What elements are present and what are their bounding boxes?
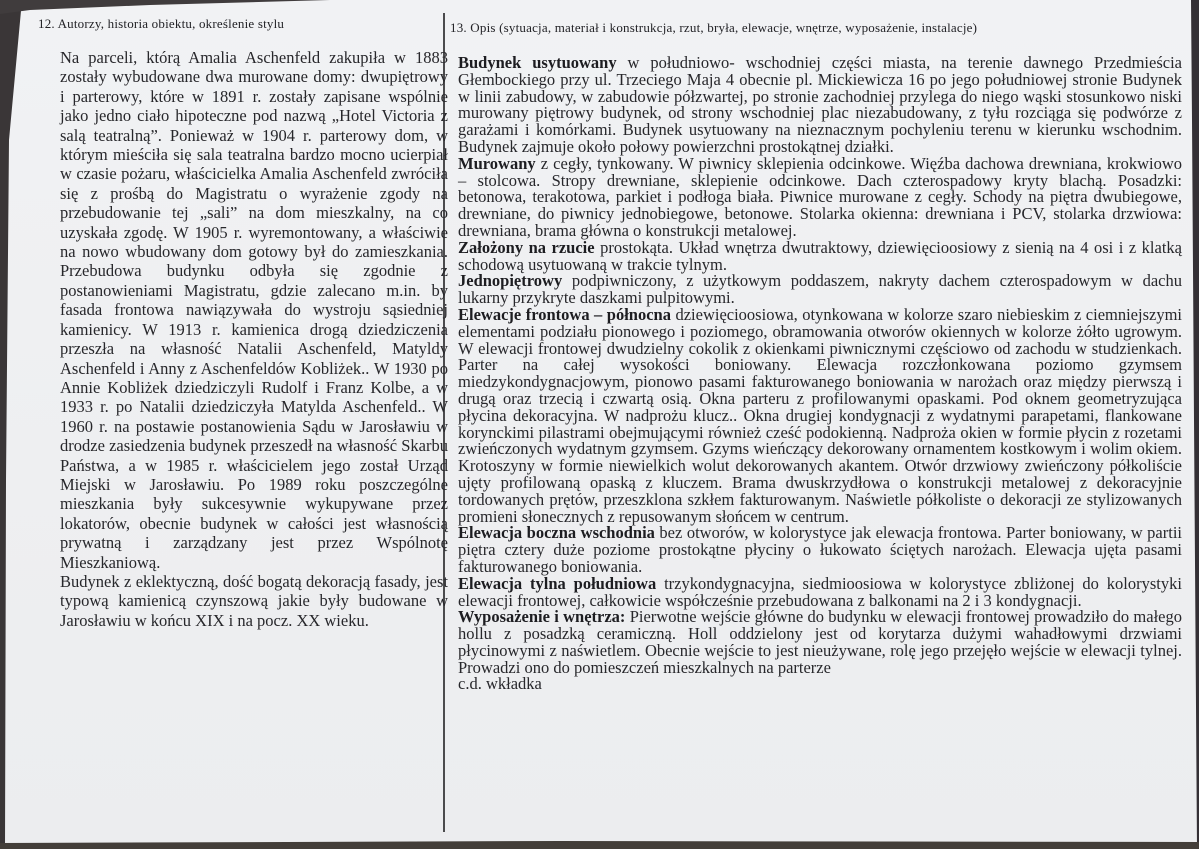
paragraph-lead: Budynek usytuowany [458, 53, 617, 72]
paragraph-text: z cegły, tynkowany. W piwnicy sklepienia odcinkowe. Więźba dachowa drewniana, krokwiowo – stolcowa. Stropy drewniane, sklepienie odcinkowe. Dach czterospadowy kryty blachą. Posadzki: betonowa, terakotowa, parkiet i podłoga biała. Piwnice murowane z cegły. Schody na piętra dwubiegowe, drewniane, do piwnicy jednobiegowe, betonowe. Stolarka okienna: drewniana i PCV, stolarka drzwiowa: drewniana, brama główna o konstrukcji metalowej. [458, 153, 1182, 240]
paragraph-text: bez otworów, w kolorystyce jak elewacja frontowa. Parter boniowany, w partii piętra cztery duże poziome prostokątne płyciny o łukowato ściętych narożach. Elewacja ujęta pasami fakturowanego boniowania. [458, 523, 1182, 576]
paragraph-lead: Jednopiętrowy [458, 271, 563, 291]
paragraph-text: c.d. wkładka [458, 674, 542, 694]
paragraph-lead: Wyposażenie i wnętrza: [458, 607, 626, 627]
paragraph-lead: Elewacja boczna wschodnia [458, 523, 655, 543]
right-column-body [458, 55, 1182, 693]
scan-edge-bottom [0, 841, 1199, 849]
description-paragraph-plan [458, 237, 1182, 274]
description-paragraph-material [458, 153, 1182, 240]
paragraph-text: podpiwniczony, z użytkowym poddaszem, nakryty dachem czterospadowym w dachu lukarny przykryte daszkami pulpitowymi. [458, 271, 1182, 308]
style-paragraph: Budynek z eklektyczną, dość bogatą dekoracją fasady, jest typową kamienicą czynszową jakie były budowane w Jarosławiu w końcu XIX i na pocz. XX wieku. [60, 571, 448, 630]
continuation-note [458, 676, 1182, 693]
scan-edge-right [1191, 0, 1199, 849]
description-paragraph-interior [458, 609, 1182, 676]
paragraph-lead: Elewacje frontowa – północna [458, 304, 671, 324]
description-paragraph-situation [458, 55, 1182, 156]
history-paragraph: Na parceli, którą Amalia Aschenfeld zakupiła w 1883 zostały wybudowane dwa murowane domy: dwupiętrowy i parterowy, które w 1891 r. zostały zapisane wspólnie jako jedno ciało hipoteczne pod nazwą „Hotel Victoria z salą teatralną”. Ponieważ w 1904 r. parterowy dom, w którym mieściła się sala teatralna bardzo mocno ucierpiał w czasie pożaru, właścicielka Amalia Aschenfeld zwróciła się z prośbą do Magistratu o wyrażenie zgody na przebudowanie tej „sali” na dom mieszkalny, na co uzyskała zgodę. W 1905 r. wyremontowany, a właściwie na nowo wbudowany dom gotowy był do zamieszkania. Przebudowa budynku odbyła się zgodnie z postanowieniami Magistratu, gdzie zalecano m.in. by fasada frontowa nawiązywała do wystroju sąsiedniej kamienicy. W 1913 r. kamienica drogą dziedziczenia przeszła na własność Natalii Aschenfeld, Matyldy Aschenfeld i Anny z Aschenfeldów Kobliżek.. W 1930 po Annie Kobliżek dziedziczyli Rudolf i Franz Kolbe, a w 1933 r. po Natalii dziedziczyła Matylda Aschenfeld.. W 1960 r. na postawie postanowienia Sądu w Jarosławiu w drodze zasiedzenia budynek przeszedł na własność Skarbu Państwa, a w 1985 r. właścicielem jego został Urząd Miejski w Jarosławiu. Po 1989 roku poszczególne mieszkania były sukcesywnie wykupywane przez lokatorów, obecnie budynek w całości jest własnością prywatną i zarządzany jest przez Wspólnotę Mieszkaniową. [60, 48, 448, 572]
scan-edge-left [0, 0, 22, 849]
paragraph-text: w południowo- wschodniej części miasta, na terenie dawnego Przedmieścia Głembockiego przy ul. Trzeciego Maja 4 obecnie pl. Mickiewicza 16 po jego południowej stronie Budynek w linii zabudowy, w zabudowie półzwartej, po stronie zachodniej przylega do niego wąski stosunkowo niski murowany piętrowy budynek, od strony wschodniej plac niezabudowany, z tyłu rozciąga się podwórze z garażami i komórkami. Budynek usytuowany na nieznacznym pochyleniu terenu w kierunku wschodnim. Budynek zajmuje około połowy powierzchni prostokątnej działki. [458, 53, 1182, 156]
paragraph-lead: Elewacja tylna południowa [458, 573, 657, 593]
paragraph-text: trzykondygnacyjna, siedmioosiowa w kolorystyce zbliżonej do kolorystyki elewacji frontowej, całkowicie współcześnie przebudowana z balkonami na 2 i 3 kondygnacji. [458, 573, 1182, 610]
scan-edge-top [0, 0, 330, 14]
paragraph-lead: Założony na rzucie [458, 237, 595, 257]
right-column-header: 13. Opis (sytuacja, materiał i konstrukcja, rzut, bryła, elewacje, wnętrze, wyposażenie, instalacje) [450, 20, 978, 35]
paragraph-text: Pierwotne wejście główne do budynku w elewacji frontowej prowadziło do małego hollu z posadzką ceramiczną. Holl oddzielony jest od korytarza dużymi wahadłowymi drzwiami płycinowymi z naświetlem. Obecnie wejście to jest nieużywane, rolę jego przejęło wejście w elewacji tylnej. Prowadzi ono do pomieszczeń mieszkalnych na parterze [458, 607, 1182, 677]
left-column-header: 12. Autorzy, historia obiektu, określenie stylu [38, 16, 285, 31]
paragraph-lead: Murowany [458, 153, 536, 173]
description-paragraph-rear-elevation [458, 573, 1182, 610]
paragraph-text: dziewięcioosiowa, otynkowana w kolorze szaro niebieskim z ciemniejszymi elementami podziału pionowego i poziomego, obramowania otworów okiennych w kolorze żółto ugrowym. W elewacji frontowej dwudzielny cokolik z okienkami piwnicznymi częściowo od zachodu w studzienkach. Parter na całej wysokości boniowany. Elewacja rozczłonkowana poziomo gzymsem miedzykondygnacjowym, pionowo pasami fakturowanego boniowania w narożach oraz między pierwszą i drugą oraz trzecią i czwartą osią. Okna parteru z profilowanymi opaskami. Pod oknem geometryzująca płycina dekoracyjna. W nadprożu klucz.. Okna drugiej kondygnacji z wydatnymi parapetami, flankowane korynckimi pilastrami obejmującymi również cześć podokienną. Nadproża okien w formie płycin z rozetami zwieńczonych wydatnym gzymsem. Gzyms wieńczący dekorowany ornamentem kostkowym i wolim okiem. Krotoszyny w formie niewielkich wolut dekorowanych akantem. Otwór drzwiowy zwieńczony półkoliście ujęty profilowaną opaską z kluczem. Brama dwuskrzydłowa o konstrukcji metalowej z dekoracyjnie tordowanych prętów, przeszklona szkłem fakturowanym. Naświetle półkoliste o dekoracji ze stylizowanych promieni słonecznych z repusowanym słońcem w centrum. [458, 304, 1183, 526]
paragraph-text: prostokąta. Układ wnętrza dwutraktowy, dziewięcioosiowy z sienią na 4 osi i z klatką schodową usytuowaną w trakcie tylnym. [458, 237, 1182, 274]
description-paragraph-front-elevation [458, 304, 1183, 526]
description-paragraph-storeys [458, 273, 1182, 307]
left-column-body [60, 48, 448, 630]
description-paragraph-east-elevation [458, 525, 1182, 575]
